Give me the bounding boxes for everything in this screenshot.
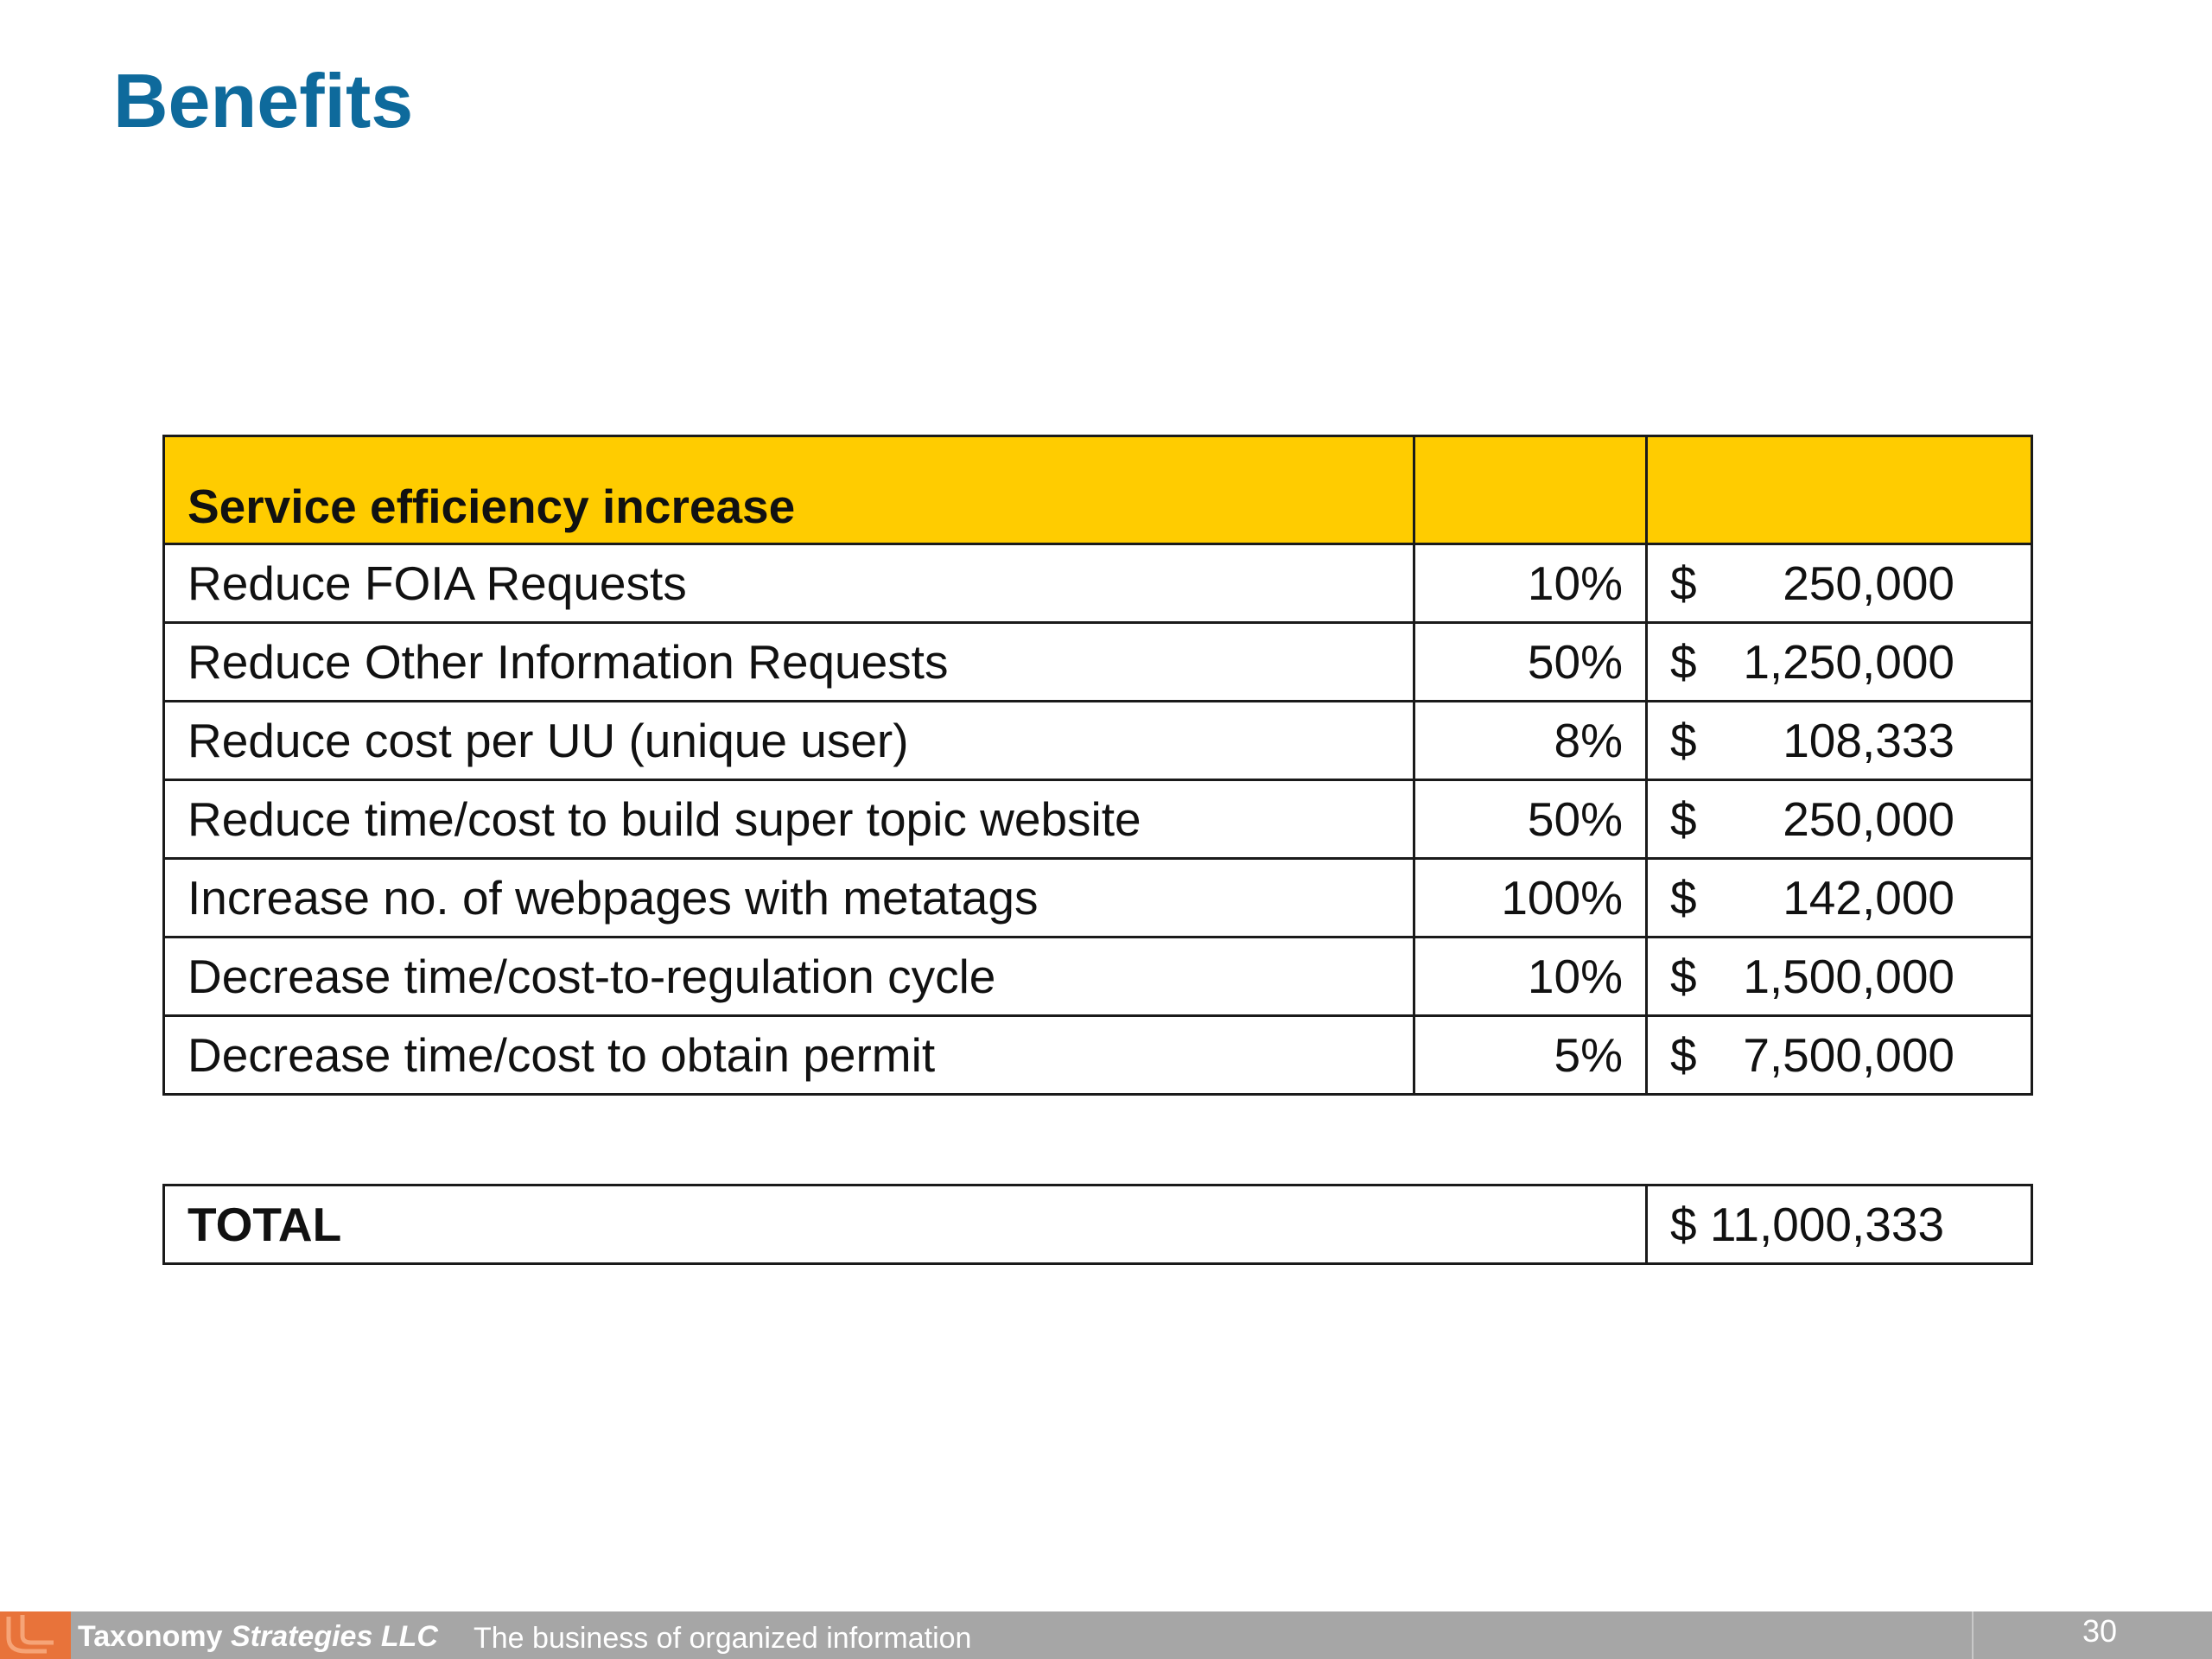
footer-divider	[1972, 1611, 1974, 1659]
footer-tagline: The business of organized information	[474, 1622, 972, 1655]
header-label: Service efficiency increase	[188, 480, 796, 533]
benefits-table	[162, 435, 2033, 1096]
row-label: Reduce cost per UU (unique user)	[164, 702, 1414, 780]
total-value: $ 11,000,333	[1647, 1185, 2032, 1264]
row-percent: 100%	[1414, 859, 1647, 938]
footer-bar	[0, 1611, 2212, 1659]
total-row	[164, 1185, 2032, 1264]
table-row	[164, 544, 2032, 623]
table-row	[164, 702, 2032, 780]
company-name-part1: Taxonomy	[78, 1620, 223, 1653]
row-amount: 1,500,000	[1743, 950, 1955, 1003]
row-amount-cell	[1647, 780, 2032, 859]
row-amount: 1,250,000	[1743, 635, 1955, 689]
row-label: Reduce time/cost to build super topic website	[164, 780, 1414, 859]
row-label: Reduce FOIA Requests	[164, 544, 1414, 623]
company-name-part2: Strategies LLC	[230, 1620, 438, 1653]
row-percent: 50%	[1414, 780, 1647, 859]
header-cell	[164, 436, 1414, 544]
row-percent: 50%	[1414, 623, 1647, 702]
table-row	[164, 938, 2032, 1016]
row-label: Decrease time/cost to obtain permit	[164, 1016, 1414, 1095]
row-amount: 250,000	[1783, 792, 1955, 846]
row-amount: 250,000	[1783, 556, 1955, 610]
row-label: Increase no. of webpages with metatags	[164, 859, 1414, 938]
slide-title: Benefits	[113, 58, 414, 143]
currency-symbol: $	[1670, 1028, 1697, 1082]
header-cell-empty	[1414, 436, 1647, 544]
header-cell-empty	[1647, 436, 2032, 544]
currency-symbol: $	[1670, 714, 1697, 767]
table-row	[164, 780, 2032, 859]
currency-symbol: $	[1670, 635, 1697, 689]
table-row	[164, 1016, 2032, 1095]
currency-symbol: $	[1670, 871, 1697, 925]
currency-symbol: $	[1670, 556, 1697, 610]
company-logo-icon	[0, 1611, 71, 1659]
currency-symbol: $	[1670, 950, 1697, 1003]
table-row	[164, 623, 2032, 702]
row-label: Reduce Other Information Requests	[164, 623, 1414, 702]
row-percent: 10%	[1414, 938, 1647, 1016]
row-amount-cell	[1647, 623, 2032, 702]
row-amount: 108,333	[1783, 714, 1955, 767]
row-amount-cell	[1647, 1016, 2032, 1095]
logo-mark	[0, 1611, 71, 1659]
currency-symbol: $	[1670, 792, 1697, 846]
row-label: Decrease time/cost-to-regulation cycle	[164, 938, 1414, 1016]
footer-company-name	[78, 1620, 438, 1654]
row-amount-cell	[1647, 702, 2032, 780]
total-table	[162, 1184, 2033, 1265]
total-label: TOTAL	[164, 1185, 1647, 1264]
row-amount-cell	[1647, 859, 2032, 938]
row-amount: 7,500,000	[1743, 1028, 1955, 1082]
table-header-row	[164, 436, 2032, 544]
row-percent: 8%	[1414, 702, 1647, 780]
page-number: 30	[2082, 1613, 2117, 1649]
row-amount-cell	[1647, 938, 2032, 1016]
table-row	[164, 859, 2032, 938]
row-amount-cell	[1647, 544, 2032, 623]
row-percent: 10%	[1414, 544, 1647, 623]
row-percent: 5%	[1414, 1016, 1647, 1095]
row-amount: 142,000	[1783, 871, 1955, 925]
